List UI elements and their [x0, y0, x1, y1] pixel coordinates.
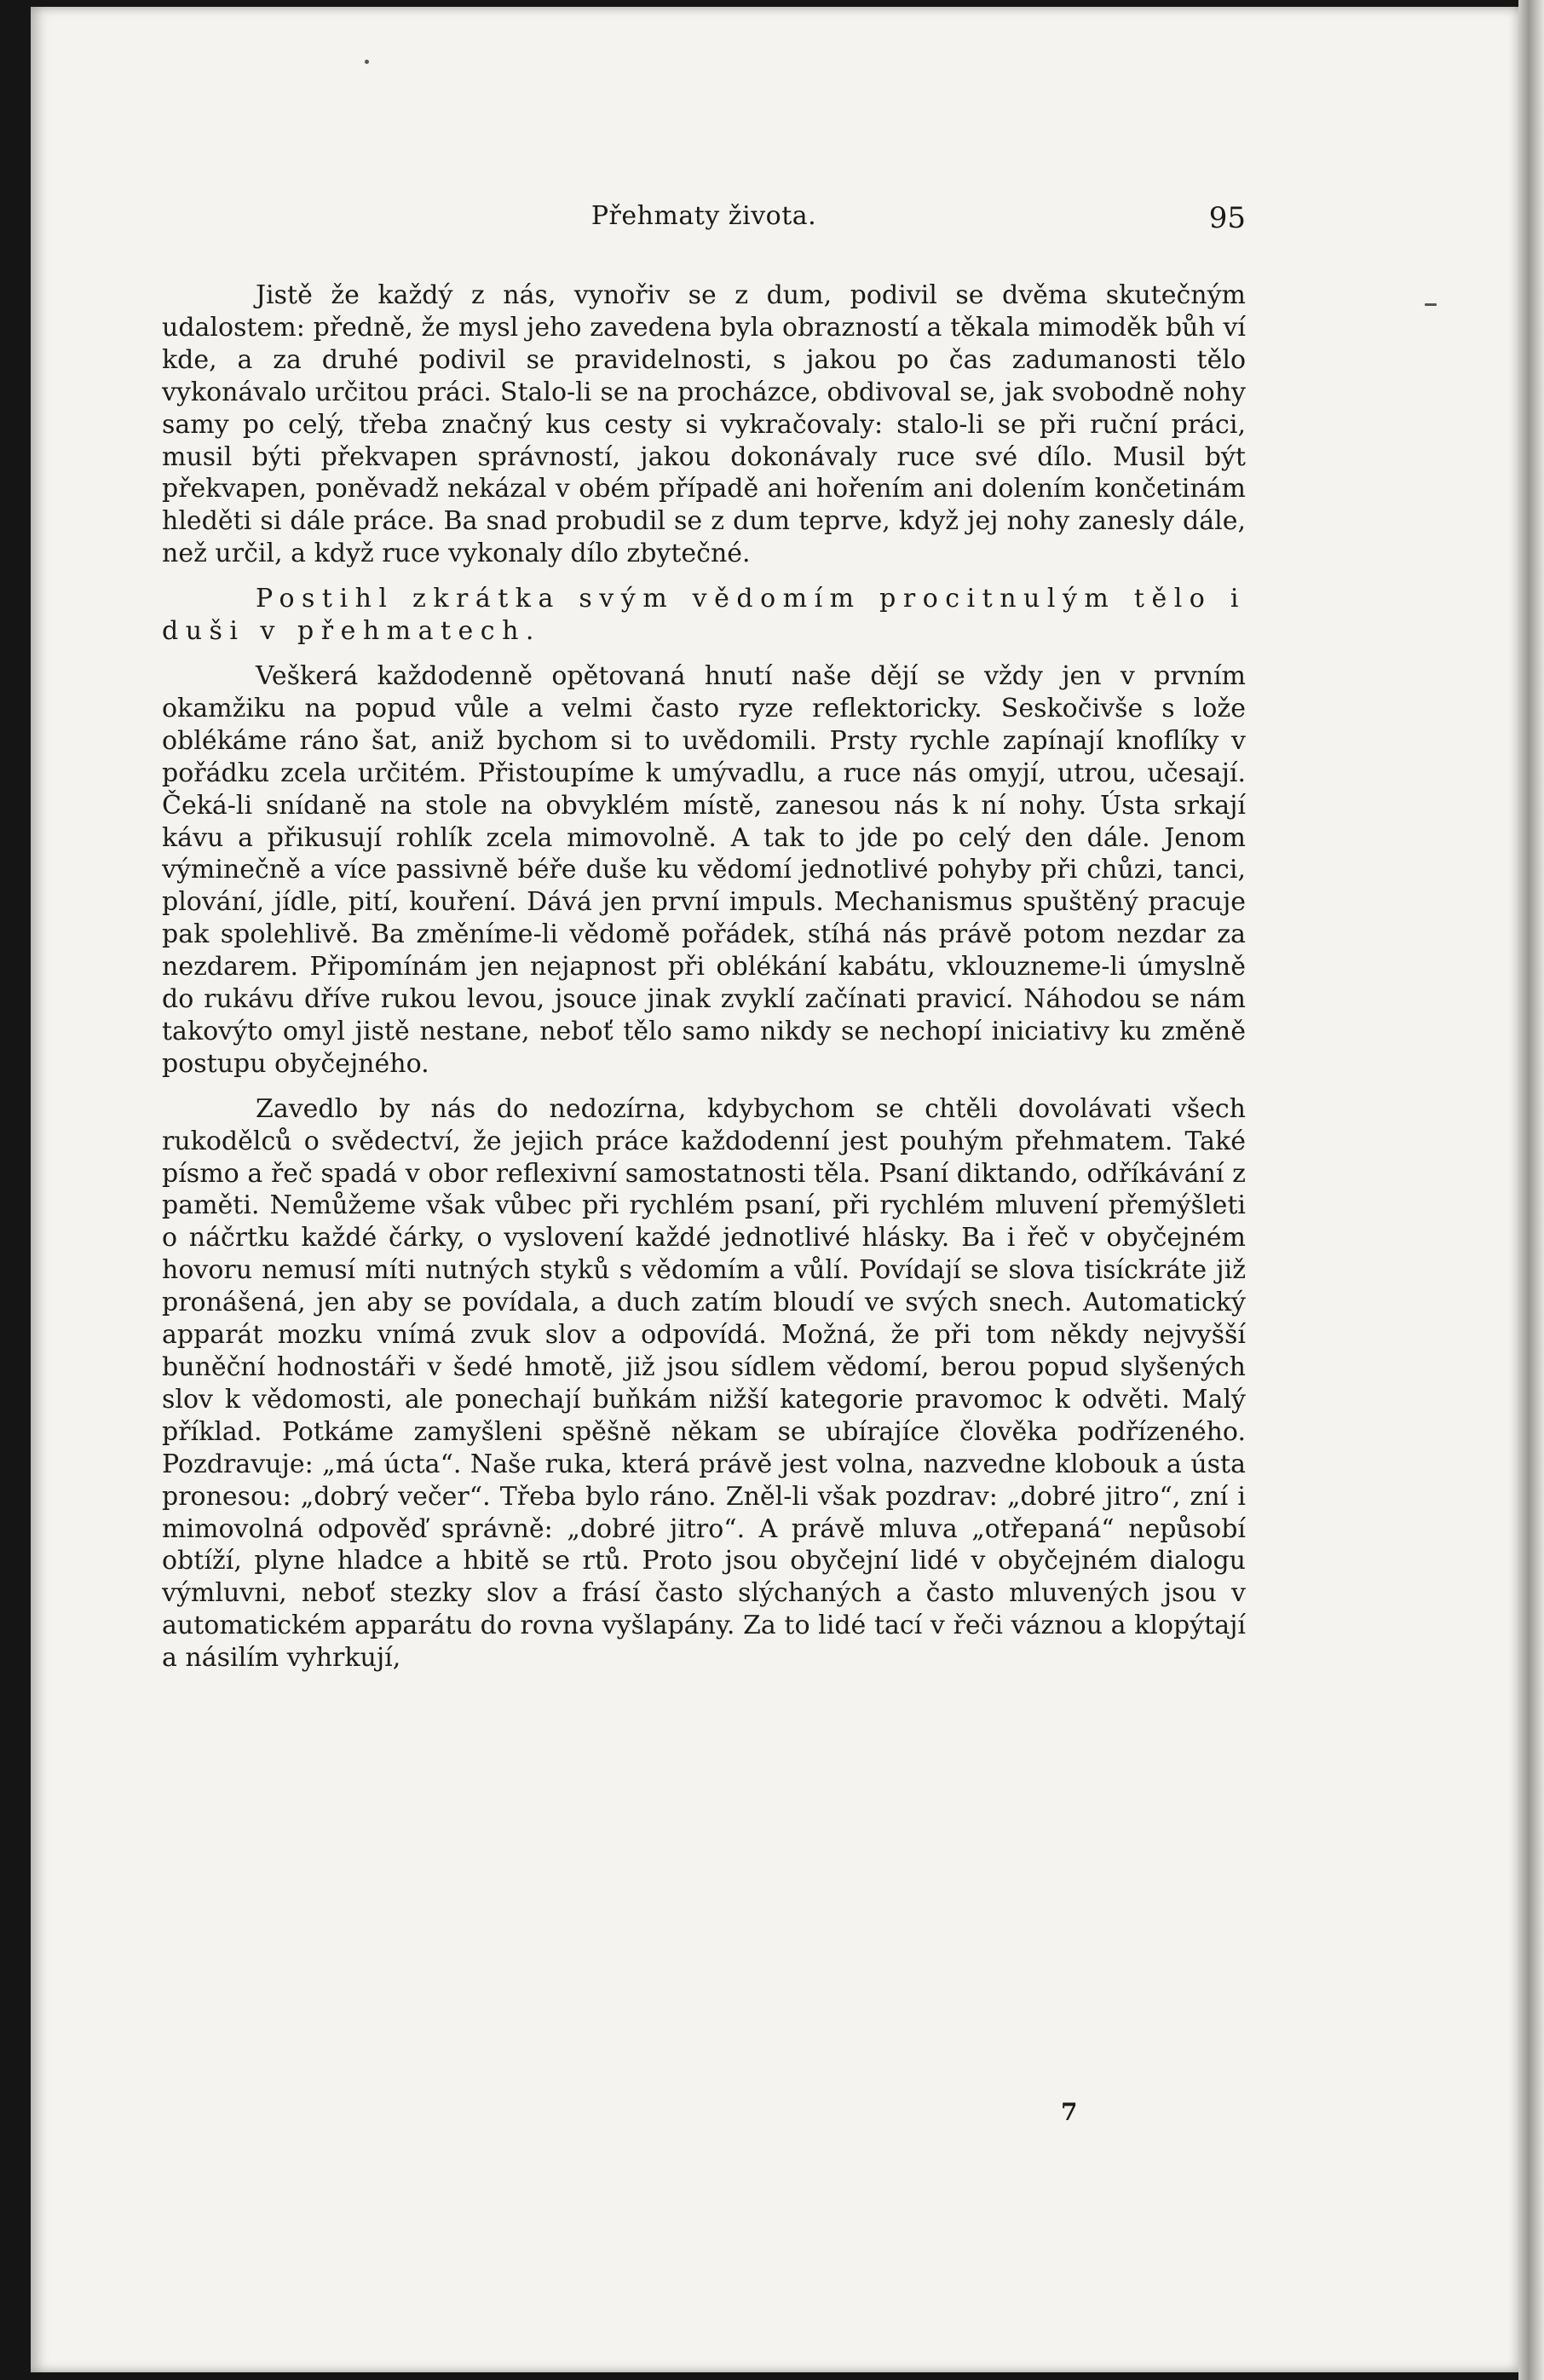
- signature-mark: 7: [1061, 2098, 1078, 2126]
- running-title: Přehmaty života.: [591, 201, 817, 231]
- page-edge: [1518, 0, 1544, 2380]
- emphasized-paragraph: Postihl zkrátka svým vědomím procitnulým tělo i duši v přehmatech.: [162, 584, 1246, 647]
- paragraph: Zavedlo by nás do nedozírna, kdybychom se chtěli dovolávati všech rukodělců o svědectví, že jejich práce každodenní jest pouhým přehmatem. Také písmo a řeč spadá v obor reflexivní samostatnosti těla. Psaní diktando, odříkávání z paměti. Nemůžeme však vůbec při rychlém psaní, při rychlém mluvení přemýšleti o náčrtku každé čárky, o vyslovení každé jednotlivé hlásky. Ba i řeč v obyčejném hovoru nemusí míti nutných styků s vědomím a vůlí. Povídají se slova tisíckráte již pronášená, jen aby se povídala, a duch zatím bloudí ve svých snech. Automatický apparát mozku vnímá zvuk slov a odpovídá. Možná, že při tom někdy nejvyšší buněční hodnostáři v šedé hmotě, již jsou sídlem vědomí, berou popud slyšených slov k vědomosti, ale ponechají buňkám nižší kategorie pravomoc k odvěti. Malý příklad. Potkáme zamyšleni spěšně někam se ubírajíce člověka podřízeného. Pozdravuje: „má úcta“. Naše ruka, která právě jest volna, nazvedne klobouk a ústa pronesou: „dobrý večer“. Třeba bylo ráno. Zněl-li však pozdrav: „dobré jitro“, zní i mimovolná odpověď správně: „dobré jitro“. A právě mluva „otřepaná“ nepůsobí obtíží, plyne hladce a hbitě se rtů. Proto jsou obyčejní lidé v obyčejném dialogu výmluvni, neboť stezky slov a frásí často slýchaných a často mluvených jsou v automatickém apparátu do rovna vyšlapány. Za to lidé tací v řeči váznou a klopýtají a násilím vyhrkují,: [162, 1093, 1246, 1674]
- paragraph: Veškerá každodenně opětovaná hnutí naše dějí se vždy jen v prvním okamžiku na popud vůle a velmi často ryze reflektoricky. Seskočivše s lože oblékáme ráno šat, aniž bychom si to uvědomili. Prsty rychle zapínají knoflíky v pořádku zcela určitém. Přistoupíme k umývadlu, a ruce nás omyjí, utrou, učesají. Čeká-li snídaně na stole na obvyklém místě, zanesou nás k ní nohy. Ústa srkají kávu a přikusují rohlík zcela mimovolně. A tak to jde po celý den dále. Jenom výminečně a více passivně béře duše ku vědomí jednotlivé pohyby při chůzi, tanci, plování, jídle, pití, kouření. Dává jen první impuls. Mechanismus spuštěný pracuje pak spolehlivě. Ba změníme-li vědomě pořádek, stíhá nás právě potom nezdar za nezdarem. Připomínám jen nejapnost při oblékání kabátu, vklouzneme-li úmyslně do rukávu dříve rukou levou, jsouce jinak zvyklí začínati pravicí. Náhodou se nám takovýto omyl jistě nestane, neboť tělo samo nikdy se nechopí iniciativy ku změně postupu obyčejného.: [162, 660, 1246, 1079]
- dust-speck: [365, 60, 369, 64]
- dust-speck: [1425, 303, 1437, 306]
- page-header: [162, 201, 1246, 239]
- paragraph: Jistě že každý z nás, vynořiv se z dum, podivil se dvěma skutečným udalostem: předně, že mysl jeho zavedena byla obrazností a těkala mimoděk bůh ví kde, a za druhé podivil se pravidelnosti, s jakou po čas zadumanosti tělo vykonávalo určitou práci. Stalo-li se na procházce, obdivoval se, jak svobodně nohy samy po celý, třeba značný kus cesty si vykračovaly: stalo-li se při ruční práci, musil býti překvapen správností, jakou dokonávaly ruce své dílo. Musil být překvapen, poněvadž nekázal v obém případě ani hořením ani dolením končetinám hleděti si dále práce. Ba snad probudil se z dum teprve, když jej nohy zanesly dále, než určil, a když ruce vykonaly dílo zbytečné.: [162, 280, 1246, 569]
- page-number: 95: [1208, 201, 1246, 235]
- body-text: [162, 279, 1246, 1687]
